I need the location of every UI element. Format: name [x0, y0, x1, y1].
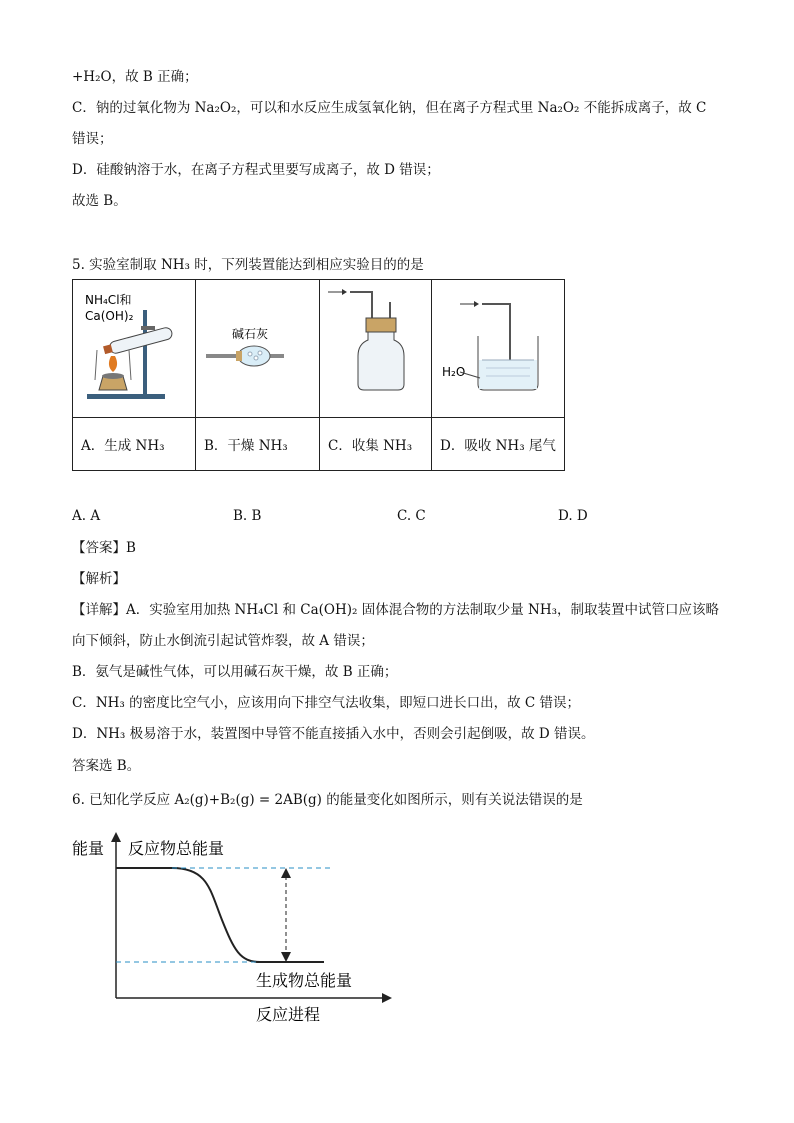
- text-line: 答案选 B。: [72, 758, 141, 774]
- y-axis-label: 能量: [72, 839, 105, 858]
- text-line: 故选 B。: [72, 193, 127, 209]
- choice-d[interactable]: D. D: [558, 508, 588, 524]
- choice-b[interactable]: B. B: [233, 508, 262, 524]
- svg-text:H₂O: H₂O: [442, 365, 466, 379]
- text-line: B．氨气是碱性气体，可以用碱石灰干燥，故 B 正确；: [72, 664, 398, 680]
- arrow-down-icon: [281, 952, 291, 962]
- reactant-label: 反应物总能量: [128, 839, 225, 858]
- choice-c[interactable]: C. C: [397, 508, 426, 524]
- cell-c-image: [320, 280, 432, 418]
- text-line: C．NH₃ 的密度比空气小，应该用向下排空气法收集，即短口进长口出，故 C 错误；: [72, 695, 581, 711]
- cell-b-image: [196, 280, 320, 418]
- choice-a[interactable]: A. A: [72, 508, 101, 524]
- question-6: 6. 已知化学反应 A₂(g)+B₂(g) = 2AB(g) 的能量变化如图所示，则有关说法错误的是: [72, 792, 583, 808]
- product-label: 生成物总能量: [256, 971, 353, 990]
- answer-label: 【答案】B: [72, 540, 136, 556]
- text-line: D．NH₃ 极易溶于水，装置图中导管不能直接插入水中，否则会引起倒吸，故 D 错误。: [72, 726, 595, 742]
- text-line: 【详解】A．实验室用加热 NH₄Cl 和 Ca(OH)₂ 固体混合物的方法制取少量 NH₃，制取装置中试管口应该略: [72, 602, 720, 618]
- svg-text:Ca(OH)₂: Ca(OH)₂: [85, 309, 134, 323]
- text-line: 错误；: [72, 131, 113, 147]
- analysis-label: 【解析】: [72, 571, 126, 587]
- text-line: 向下倾斜，防止水倒流引起试管炸裂，故 A 错误；: [72, 633, 374, 649]
- heating-apparatus-icon: [73, 280, 195, 413]
- arrow-up-icon: [281, 868, 291, 878]
- question-5: 5. 实验室制取 NH₃ 时，下列装置能达到相应实验目的的是: [72, 257, 424, 273]
- drying-tube-icon: [196, 280, 319, 413]
- x-axis-label: 反应进程: [256, 1005, 321, 1024]
- text-line: +H₂O，故 B 正确；: [72, 69, 198, 85]
- caption-b: B．干燥 NH₃: [196, 418, 320, 471]
- text-line: D．硅酸钠溶于水，在离子方程式里要写成离子，故 D 错误；: [72, 162, 440, 178]
- y-axis-arrow-icon: [111, 832, 121, 842]
- cell-d-image: [432, 280, 565, 418]
- x-axis-arrow-icon: [382, 993, 392, 1003]
- apparatus-table: [72, 279, 565, 471]
- caption-d: D．吸收 NH₃ 尾气: [432, 418, 565, 471]
- svg-text:碱石灰: 碱石灰: [232, 327, 269, 341]
- gas-bottle-icon: [320, 280, 431, 413]
- energy-diagram: [60, 828, 420, 1028]
- text-line: C．钠的过氧化物为 Na₂O₂，可以和水反应生成氢氧化钠，但在离子方程式里 Na₂O₂ 不能拆成离子，故 C: [72, 100, 707, 116]
- svg-text:NH₄Cl和: NH₄Cl和: [85, 293, 132, 307]
- energy-curve: [116, 868, 324, 962]
- caption-c: C．收集 NH₃: [320, 418, 432, 471]
- beaker-absorption-icon: [432, 280, 564, 413]
- caption-a: A．生成 NH₃: [73, 418, 196, 471]
- cell-a-image: [73, 280, 196, 418]
